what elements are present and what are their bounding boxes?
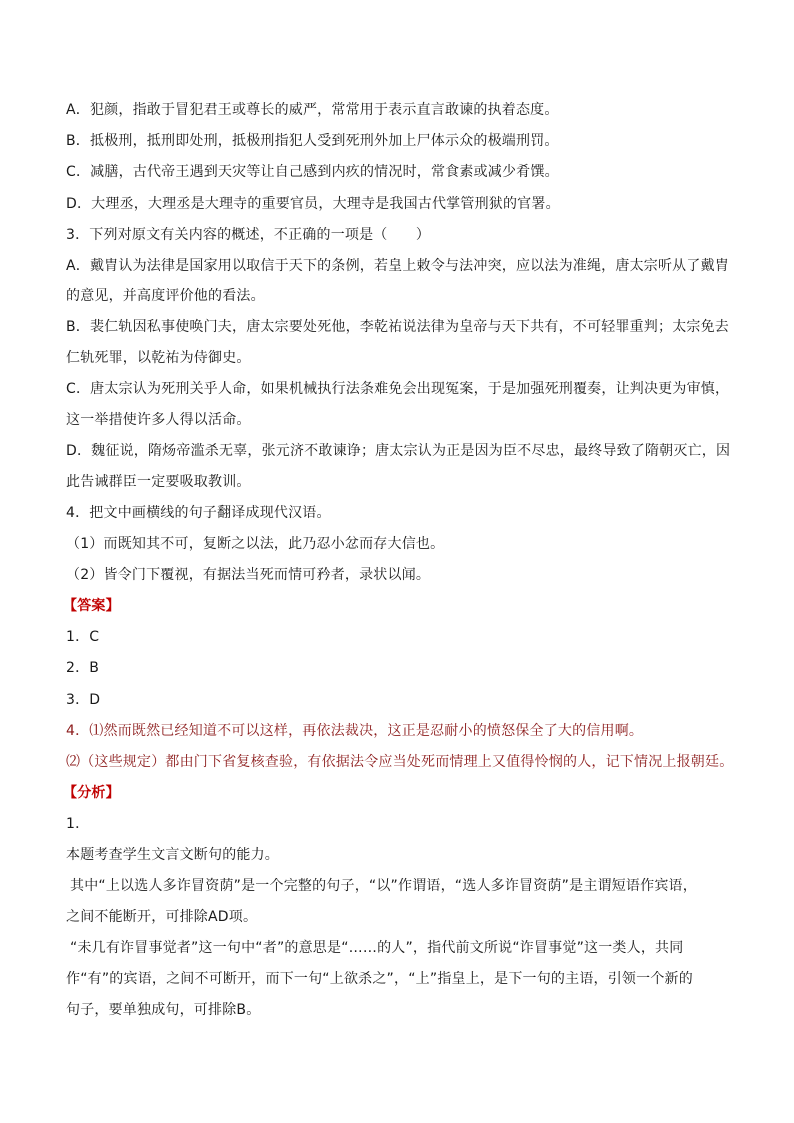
q2-option-d: D．大理丞，大理丞是大理寺的重要官员，大理寺是我国古代掌管刑狱的官署。	[66, 196, 560, 212]
answer-heading: 【答案】	[63, 598, 120, 614]
answer-3: 3．D	[66, 692, 101, 708]
q3-option-c-line1: C．唐太宗认为死刑关乎人命，如果机械执行法条难免会出现冤案，于是加强死刑覆奏，让判决更为审慎，	[66, 381, 730, 397]
analysis-line: 作“有”的宾语，之间不可断开，而下一句“上欲杀之”，“上”指皇上，是下一句的主语，引领一个新的	[66, 971, 693, 987]
analysis-line: 本题考查学生文言文断句的能力。	[66, 847, 279, 863]
answer-4-part-2: ⑵（这些规定）都由门下省复核查验，有依据法令应当处死而情理上又值得怜悯的人，记下情况上报朝廷。	[66, 754, 734, 770]
q2-option-c: C．减膳，古代帝王遇到天灾等让自己感到内疚的情况时，常食素或减少肴馔。	[66, 164, 559, 180]
q3-option-d-line2: 此告诫群臣一定要吸取教训。	[66, 474, 251, 490]
analysis-line: 之间不能断开，可排除AD项。	[66, 909, 258, 925]
q3-option-b-line1: B．裴仁轨因私事使唤门夫，唐太宗要处死他，李乾祐说法律为皇帝与天下共有，不可轻罪重判；太宗免去	[66, 319, 730, 335]
q4-sentence-1: （1）而既知其不可，复断之以法，此乃忍小忿而存大信也。	[66, 536, 445, 552]
q3-option-a-line2: 的意见，并高度评价他的看法。	[66, 288, 265, 304]
analysis-line: 句子，要单独成句，可排除B。	[66, 1002, 261, 1018]
q3-option-a-line1: A．戴胄认为法律是国家用以取信于天下的条例，若皇上敕令与法冲突，应以法为准绳，唐太宗听从了戴胄	[66, 258, 729, 274]
q4-sentence-2: （2）皆令门下覆视，有据法当死而情可矜者，录状以闻。	[66, 567, 431, 583]
q3-stem: 3．下列对原文有关内容的概述，不正确的一项是（ ）	[66, 227, 431, 243]
q3-option-c-line2: 这一举措使许多人得以活命。	[66, 412, 251, 428]
q2-option-b: B．抵极刑，抵刑即处刑，抵极刑指犯人受到死刑外加上尸体示众的极端刑罚。	[66, 133, 559, 149]
q3-option-d-line1: D．魏征说，隋炀帝滥杀无辜，张元济不敢谏诤；唐太宗认为正是因为臣不尽忠，最终导致了隋朝灭亡，因	[66, 443, 731, 459]
q4-stem: 4．把文中画横线的句子翻译成现代汉语。	[66, 505, 331, 521]
analysis-line: “未几有诈冒事觉者”这一句中“者”的意思是“……的人”，指代前文所说“诈冒事觉”这一类人，共同	[70, 940, 684, 956]
analysis-line: 其中“上以选人多诈冒资荫”是一个完整的句子，“以”作谓语，“选人多诈冒资荫”是主谓短语作宾语，	[70, 878, 697, 894]
q3-option-b-line2: 仁轨死罪，以乾祐为侍御史。	[66, 350, 251, 366]
q2-option-a: A．犯颜，指敢于冒犯君王或尊长的威严，常常用于表示直言敢谏的执着态度。	[66, 102, 559, 118]
analysis-line: 1．	[66, 816, 90, 832]
answer-4-part-1: 4．⑴然而既然已经知道不可以这样，再依法裁决，这正是忍耐小的愤怒保全了大的信用啊。	[66, 723, 644, 739]
analysis-heading: 【分析】	[63, 785, 120, 801]
answer-1: 1．C	[66, 629, 100, 645]
answer-2: 2．B	[66, 660, 100, 676]
